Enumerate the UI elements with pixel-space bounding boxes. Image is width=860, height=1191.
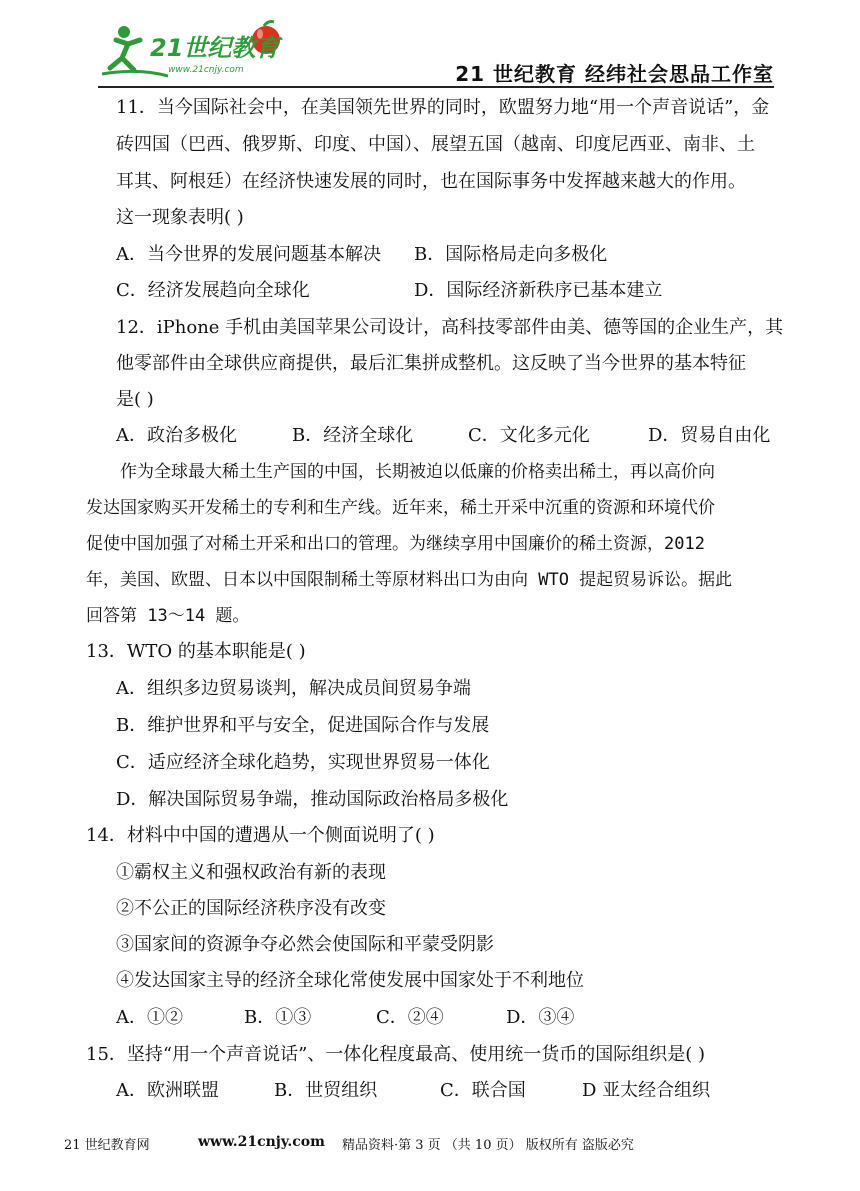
q15-option-c: C．联合国	[440, 1080, 526, 1101]
q13-option-d: D．解决国际贸易争端，推动国际政治格局多极化	[116, 789, 509, 810]
q12-line-3: 是( )	[116, 389, 154, 410]
q13-option-c: C．适应经济全球化趋势，实现世界贸易一体化	[116, 752, 490, 773]
material-line-2: 发达国家购买开发稀土的专利和生产线。近年来，稀土开采中沉重的资源和环境代价	[86, 498, 715, 518]
material-line-1: 作为全球最大稀土生产国的中国，长期被迫以低廉的价格卖出稀土，再以高价向	[120, 462, 715, 482]
footer-page-info: 精品资料·第 3 页 （共 10 页） 版权所有 盗版必究	[342, 1138, 634, 1153]
q12-option-d: D．贸易自由化	[648, 425, 771, 446]
q12-option-a: A．政治多极化	[116, 425, 237, 446]
q11-line-1: 11．当今国际社会中，在美国领先世界的同时，欧盟努力地“用一个声音说话”，金	[116, 97, 770, 118]
page-footer	[64, 1134, 824, 1158]
q11-line-3: 耳其、阿根廷）在经济快速发展的同时，也在国际事务中发挥越来越大的作用。	[116, 171, 746, 192]
q12-line-1: 12．iPhone 手机由美国苹果公司设计，高科技零部件由美、德等国的企业生产，其	[116, 317, 784, 338]
q11-option-b: B．国际格局走向多极化	[414, 244, 608, 265]
q14-stem: 14．材料中中国的遭遇从一个侧面说明了( )	[86, 825, 435, 846]
q15-option-a: A．欧洲联盟	[116, 1080, 219, 1101]
material-line-4: 年，美国、欧盟、日本以中国限制稀土等原材料出口为由向 WTO 提起贸易诉讼。据此	[86, 570, 733, 590]
q14-statement-4: ④发达国家主导的经济全球化常使发展中国家处于不利地位	[116, 970, 584, 991]
q12-line-2: 他零部件由全球供应商提供，最后汇集拼成整机。这反映了当今世界的基本特征	[116, 353, 746, 374]
21cnjy-logo	[98, 18, 298, 80]
q11-option-c: C．经济发展趋向全球化	[116, 280, 310, 301]
q15-stem: 15．坚持“用一个声音说话”、一体化程度最高、使用统一货币的国际组织是( )	[86, 1044, 706, 1065]
q14-option-d: D．③④	[506, 1007, 575, 1028]
q14-statement-1: ①霸权主义和强权政治有新的表现	[116, 862, 386, 883]
q14-option-a: A．①②	[116, 1007, 183, 1028]
q11-option-d: D．国际经济新秩序已基本建立	[414, 280, 663, 301]
q12-option-c: C．文化多元化	[468, 425, 590, 446]
q14-statement-2: ②不公正的国际经济秩序没有改变	[116, 898, 386, 919]
q13-option-b: B．维护世界和平与安全，促进国际合作与发展	[116, 715, 490, 736]
page-header	[98, 18, 774, 84]
svg-text:21世纪教育: 21世纪教育	[150, 34, 280, 62]
material-line-3: 促使中国加强了对稀土开采和出口的管理。为继续享用中国廉价的稀土资源，2012	[86, 534, 705, 554]
q15-option-d: D 亚太经合组织	[582, 1080, 711, 1101]
q15-option-b: B．世贸组织	[274, 1080, 378, 1101]
q13-option-a: A．组织多边贸易谈判，解决成员间贸易争端	[116, 678, 471, 699]
header-divider	[98, 86, 774, 88]
footer-site-name: 21 世纪教育网	[64, 1138, 150, 1153]
q12-option-b: B．经济全球化	[292, 425, 414, 446]
q14-option-c: C．②④	[376, 1007, 444, 1028]
q14-statement-3: ③国家间的资源争夺必然会使国际和平蒙受阴影	[116, 934, 494, 955]
header-title: 21 世纪教育 经纬社会思品工作室	[455, 62, 774, 86]
svg-text:www.21cnjy.com: www.21cnjy.com	[168, 65, 244, 75]
q11-line-4: 这一现象表明( )	[116, 207, 244, 228]
q11-line-2: 砖四国（巴西、俄罗斯、印度、中国）、展望五国（越南、印度尼西亚、南非、土	[116, 134, 755, 155]
q14-option-b: B．①③	[244, 1007, 312, 1028]
material-line-5: 回答第 13～14 题。	[86, 606, 250, 626]
footer-url-link[interactable]: www.21cnjy.com	[198, 1134, 325, 1150]
q11-option-a: A．当今世界的发展问题基本解决	[116, 244, 381, 265]
q13-stem: 13．WTO 的基本职能是( )	[86, 641, 306, 662]
